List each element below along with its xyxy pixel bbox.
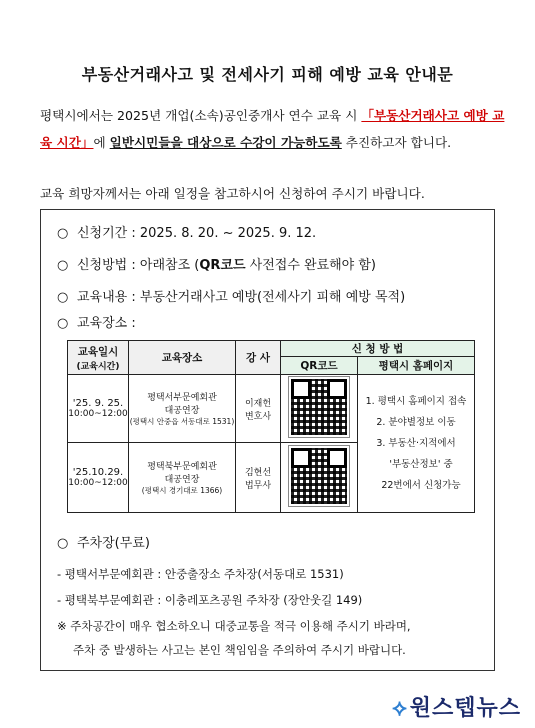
method-label: 신청방법 : [77, 258, 140, 273]
row2-lecturer-title: 법무사 [244, 480, 272, 491]
row2-place [129, 443, 236, 513]
row1-lecturer-title: 변호사 [244, 411, 272, 422]
qr-code-icon[interactable] [289, 446, 349, 506]
period-value: 2025. 8. 20. ~ 2025. 9. 12. [139, 226, 317, 241]
row1-place-hall: 대공연장 [164, 406, 200, 416]
period-row [57, 222, 316, 241]
row2-place-name: 평택북부문예회관 [147, 462, 217, 472]
place-label: 교육장소 : [77, 316, 136, 331]
homepage-steps [358, 375, 475, 513]
parking-note-1: ※ 주차공간이 매우 협소하오니 대중교통을 적극 이용해 주시기 바라며, [57, 619, 411, 633]
row2-datetime [68, 443, 129, 513]
intro-request: 교육 희망자께서는 아래 일정을 참고하시어 신청하여 주시기 바랍니다. [40, 186, 425, 201]
period-label: 신청기간 : [77, 226, 140, 241]
bullet-circle: ○ [57, 226, 69, 241]
row1-place-address: (평택시 안중읍 서동대로 1531) [129, 417, 235, 426]
row1-place-name: 평택서부문예회관 [147, 393, 217, 403]
row2-lecturer-name: 김현선 [244, 467, 272, 478]
logo-mark-icon: ⟡ [392, 696, 408, 721]
row1-place [129, 375, 236, 443]
step-item: 2. 분야별정보 이동 [376, 417, 456, 428]
method-row [57, 254, 376, 273]
parking-row [57, 532, 150, 551]
row2-place-address: (평택시 경기대로 1366) [141, 486, 223, 495]
step-item: '부동산정보' 중 [389, 459, 453, 470]
step-item: 22번에서 신청가능 [381, 480, 461, 491]
intro-text-c: 추진하고자 합니다. [341, 135, 452, 150]
method-qr-text: QR코드 [199, 258, 246, 273]
info-box [40, 209, 495, 671]
row2-lecturer [236, 443, 281, 513]
row1-date: '25. 9. 25. [72, 398, 124, 409]
parking-note-2: 주차 중 발생하는 사고는 본인 책임임을 주의하여 주시기 바랍니다. [73, 643, 406, 657]
step-item: 3. 부동산·지적에서 [376, 438, 456, 449]
row1-lecturer-name: 이재헌 [244, 398, 272, 409]
parking-west: - 평택서부문예회관 : 안중출장소 주차장(서동대로 1531) [57, 567, 344, 581]
content-label: 교육내용 : [77, 290, 140, 305]
logo-text: 원스텝뉴스 [409, 696, 521, 721]
bullet-circle: ○ [57, 290, 69, 305]
bullet-circle: ○ [57, 316, 69, 331]
row1-qr-cell[interactable] [281, 375, 358, 443]
content-row [57, 286, 405, 305]
parking-north: - 평택북부문예회관 : 이충레포츠공원 주차장 (장안웃길 149) [57, 593, 363, 607]
bullet-circle: ○ [57, 258, 69, 273]
place-row [57, 312, 136, 331]
row2-time: 10:00~12:00 [68, 478, 128, 488]
step-item: 1. 평택시 홈페이지 접속 [365, 396, 467, 407]
header-date-sub: (교육시간) [76, 361, 120, 372]
qr-code-icon[interactable] [289, 377, 349, 437]
method-value-a: 아래참조 ( [139, 258, 200, 273]
header-date-label: 교육일시 [77, 345, 119, 358]
method-value-c: 사전접수 완료해야 함) [245, 258, 377, 273]
intro-text-b: 에 [93, 135, 110, 150]
header-place: 교육장소 [129, 341, 236, 375]
page-title: 부동산거래사고 및 전세사기 피해 예방 교육 안내문 [81, 65, 454, 84]
parking-label: 주차장(무료) [77, 536, 150, 551]
intro-highlight-citizens: 일반시민들을 대상으로 수강이 가능하도록 [109, 135, 342, 150]
schedule-table [67, 340, 475, 513]
header-date [68, 341, 129, 375]
intro-text-a: 평택시에서는 2025년 개업(소속)공인중개사 연수 교육 시 [40, 108, 362, 123]
row2-date: '25.10.29. [72, 467, 124, 478]
intro-highlight-course: 「부동산거래사고 예방 교육 시간」 [40, 108, 505, 150]
row2-place-hall: 대공연장 [164, 475, 200, 485]
intro-paragraph [40, 102, 510, 156]
bullet-circle: ○ [57, 536, 69, 551]
header-homepage: 평택시 홈페이지 [358, 357, 475, 375]
table-row [68, 375, 475, 443]
row1-lecturer [236, 375, 281, 443]
row2-qr-cell[interactable] [281, 443, 358, 513]
header-qr: QR코드 [281, 357, 358, 375]
header-apply: 신 청 방 법 [281, 341, 475, 357]
row1-datetime [68, 375, 129, 443]
content-value: 부동산거래사고 예방(전세사기 피해 예방 목적) [139, 290, 406, 305]
row1-time: 10:00~12:00 [68, 409, 128, 419]
header-lecturer: 강 사 [236, 341, 281, 375]
news-logo [392, 691, 521, 722]
